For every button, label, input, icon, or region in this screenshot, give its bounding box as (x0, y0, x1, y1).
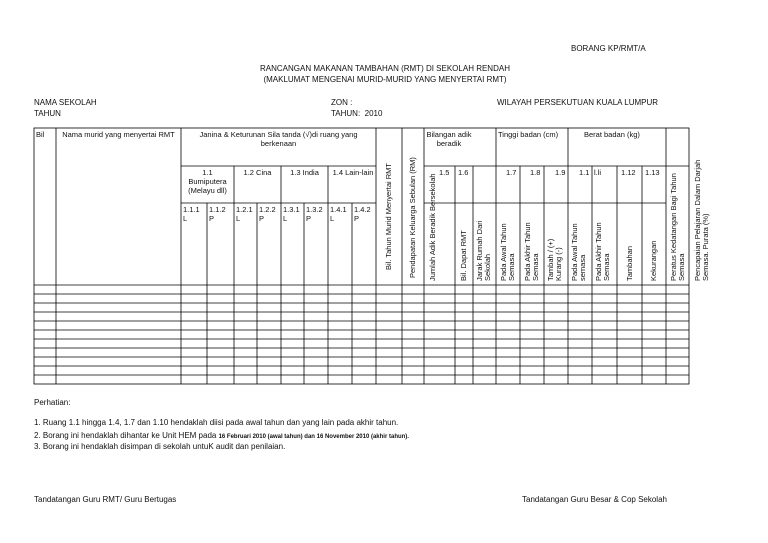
col-eth-lain: 1.4 Lain-lain (332, 168, 374, 177)
note-2-text: 2. Borang ini hendaklah dihantar ke Unit HEM pada (34, 431, 217, 440)
col-berat-awal: Pada Awal Tahun semasa (570, 223, 587, 281)
form-code: BORANG KP/RMT/A (571, 44, 646, 53)
col-tinggi-tambah: Tambah / (+) Kurang (-) (546, 238, 563, 281)
note-3: 3. Borang ini hendaklah disimpan di sekolah untuK audit dan penilaian. (34, 442, 286, 451)
col-tinggi-awal: Pada Awal Tahun Semasa (499, 223, 516, 281)
school-label: NAMA SEKOLAH (34, 98, 97, 107)
col-pendapatan: Pendapatan Keluarga Sebulan (RM) (408, 157, 417, 278)
code-1-10: 1.1 (579, 168, 590, 177)
sub-code: 1.4.2 P (354, 205, 371, 223)
col-eth-bumiputera: 1.1 Bumiputera (Melayu dll) (188, 168, 227, 195)
code-1-8: 1.8 (530, 168, 541, 177)
code-1-6: 1.6 (458, 168, 469, 177)
col-berat-akhir: Pada Akhir Tahun Semasa (594, 222, 611, 281)
col-eth-india: 1.3 India (290, 168, 319, 177)
col-student-name: Nama murid yang menyertai RMT (62, 130, 175, 139)
sub-code: 1.2.1 L (236, 205, 253, 223)
col-jumlah-adik: Jumlah Adik Beradik Bersekolah (428, 173, 437, 281)
sub-code: 1.3.1 L (283, 205, 300, 223)
form-subtitle: (MAKLUMAT MENGENAI MURID-MURID YANG MENYERTAI RMT) (263, 75, 507, 84)
col-berat-tambahan: Tambahan (625, 245, 634, 281)
form-title: RANCANGAN MAKANAN TAMBAHAN (RMT) DI SEKOLAH RENDAH (260, 64, 510, 73)
year-label: TAHUN: (331, 109, 361, 118)
code-1-7: 1.7 (506, 168, 517, 177)
sub-code: 1.4.1 L (330, 205, 347, 223)
col-ethnicity: Janina & Keturunan Sila tanda (√)di ruang yang berkenaan (199, 130, 358, 148)
notes-heading: Perhatian: (34, 398, 71, 407)
code-1-9: 1.9 (555, 168, 566, 177)
year-label-left: TAHUN (34, 109, 61, 118)
col-pencapaian: Pencapaian Pelajaran Dalam Darjah Semasa. Purata (%) (693, 159, 710, 281)
zone-label: ZON : (331, 98, 353, 107)
col-berat: Berat badan (kg) (584, 130, 640, 139)
signature-left: Tandatangan Guru RMT/ Guru Bertugas (34, 495, 177, 504)
code-1-12: 1.12 (621, 168, 636, 177)
sub-code: 1.3.2 P (306, 205, 323, 223)
col-eth-cina: 1.2 Cina (243, 168, 272, 177)
year-value: 2010 (364, 109, 383, 118)
col-berat-kurangan: Kekurangan (649, 240, 658, 281)
col-bil-dapat: Bil. Dapat RMT (459, 230, 468, 281)
sub-code: 1.2.2 P (259, 205, 276, 223)
code-1-13: 1.13 (645, 168, 660, 177)
col-bil-tahun: Bil. Tahun Murid Menyertai RMT (384, 163, 393, 270)
col-bilangan-adik: Bilangan adik beradik (426, 130, 472, 148)
code-1-5: 1.5 (439, 168, 450, 177)
sub-code: 1.1.1 L (183, 205, 200, 223)
col-tinggi: Tinggi badan (cm) (498, 130, 559, 139)
note-1: 1. Ruang 1.1 hingga 1.4, 1.7 dan 1.10 hendaklah diisi pada awal tahun dan yang lain pada akhir tahun. (34, 418, 399, 427)
col-tinggi-akhir: Pada Akhir Tahun Semasa (523, 222, 540, 281)
note-2-dates: 16 Februari 2010 (awal tahun) dan 16 November 2010 (akhir tahun). (218, 434, 409, 440)
signature-right: Tandatangan Guru Besar & Cop Sekolah (522, 495, 667, 504)
note-2 (34, 431, 409, 442)
region-label: WILAYAH PERSEKUTUAN KUALA LUMPUR (497, 98, 659, 107)
sub-code: 1.1.2 P (209, 205, 226, 223)
col-peratus-kedatangan: Peratus Kedatangan Bagi Tahun Semasa (669, 173, 686, 281)
col-jarak: Jarak Rumah Dari Sekolah (475, 220, 492, 281)
col-bil: Bil (36, 130, 45, 139)
code-1-11: l.li (594, 168, 602, 177)
